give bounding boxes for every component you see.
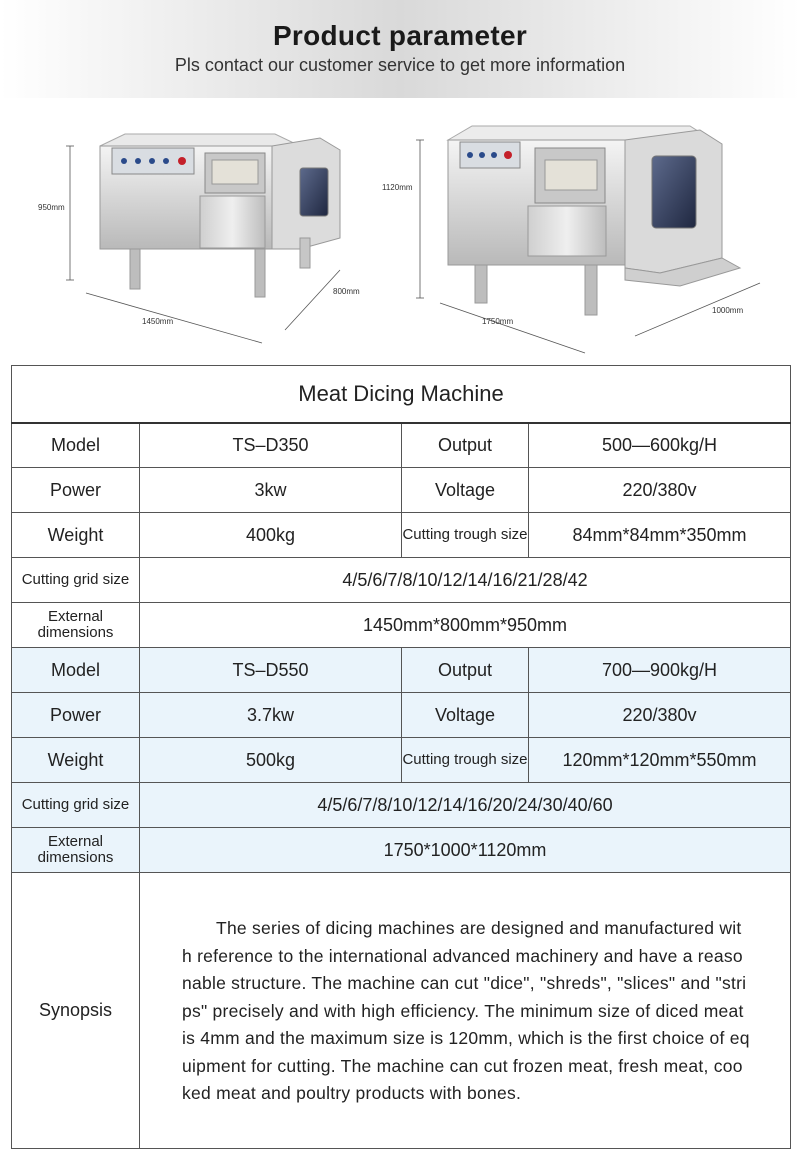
table-row	[12, 693, 791, 738]
right-depth-label: 1000mm	[712, 306, 744, 315]
right-height-label: 1120mm	[382, 183, 413, 192]
external-label: External dimensions	[12, 828, 140, 873]
weight-label: Weight	[12, 738, 140, 783]
output-value: 500—600kg/H	[529, 423, 791, 468]
machine-right-image	[382, 126, 760, 353]
grid-label: Cutting grid size	[12, 783, 140, 828]
left-width-label: 1450mm	[142, 317, 174, 326]
synopsis-label: Synopsis	[12, 873, 140, 1149]
power-value: 3kw	[140, 468, 402, 513]
voltage-value: 220/380v	[529, 693, 791, 738]
voltage-label: Voltage	[402, 468, 529, 513]
table-row	[12, 558, 791, 603]
table-row	[12, 603, 791, 648]
output-value: 700—900kg/H	[529, 648, 791, 693]
spec-table	[11, 365, 791, 1149]
synopsis-text: The series of dicing machines are designed and manufactured with reference to the international advanced machinery and have a reasonable structure. The machine can cut "dice", "shreds", "slices" and "strips" precisely and with high efficiency. The minimum size of diced meat is 4mm and the maximum size is 120mm, which is the first choice of equipment for cutting. The machine can cut frozen meat, fresh meat, cooked meat and poultry products with bones.	[182, 918, 750, 1104]
model-value: TS–D350	[140, 423, 402, 468]
power-value: 3.7kw	[140, 693, 402, 738]
power-label: Power	[12, 693, 140, 738]
table-row	[12, 738, 791, 783]
trough-label: Cutting trough size	[402, 513, 529, 558]
power-label: Power	[12, 468, 140, 513]
voltage-label: Voltage	[402, 693, 529, 738]
header-banner	[0, 0, 800, 98]
model-value: TS–D550	[140, 648, 402, 693]
external-label: External dimensions	[12, 603, 140, 648]
machine-illustrations	[0, 98, 800, 360]
page-subtitle: Pls contact our customer service to get more information	[174, 55, 626, 75]
trough-value: 84mm*84mm*350mm	[529, 513, 791, 558]
output-label: Output	[402, 648, 529, 693]
output-label: Output	[402, 423, 529, 468]
right-width-label: 1750mm	[482, 317, 514, 326]
table-row	[12, 513, 791, 558]
model-label: Model	[12, 423, 140, 468]
left-depth-label: 800mm	[333, 287, 360, 296]
table-row	[12, 783, 791, 828]
page-title: Product parameter	[272, 20, 528, 51]
table-row	[12, 873, 791, 1149]
table-row	[12, 468, 791, 513]
weight-label: Weight	[12, 513, 140, 558]
grid-value: 4/5/6/7/8/10/12/14/16/20/24/30/40/60	[140, 783, 791, 828]
grid-value: 4/5/6/7/8/10/12/14/16/21/28/42	[140, 558, 791, 603]
weight-value: 500kg	[140, 738, 402, 783]
grid-label: Cutting grid size	[12, 558, 140, 603]
table-row	[12, 423, 791, 468]
external-value: 1750*1000*1120mm	[140, 828, 791, 873]
external-value: 1450mm*800mm*950mm	[140, 603, 791, 648]
model-label: Model	[12, 648, 140, 693]
voltage-value: 220/380v	[529, 468, 791, 513]
trough-value: 120mm*120mm*550mm	[529, 738, 791, 783]
trough-label: Cutting trough size	[402, 738, 529, 783]
table-row	[12, 648, 791, 693]
left-height-label: 950mm	[38, 203, 65, 212]
table-row	[12, 828, 791, 873]
table-heading: Meat Dicing Machine	[12, 366, 791, 423]
synopsis-cell	[140, 873, 791, 1149]
machine-left-image	[38, 134, 360, 343]
weight-value: 400kg	[140, 513, 402, 558]
